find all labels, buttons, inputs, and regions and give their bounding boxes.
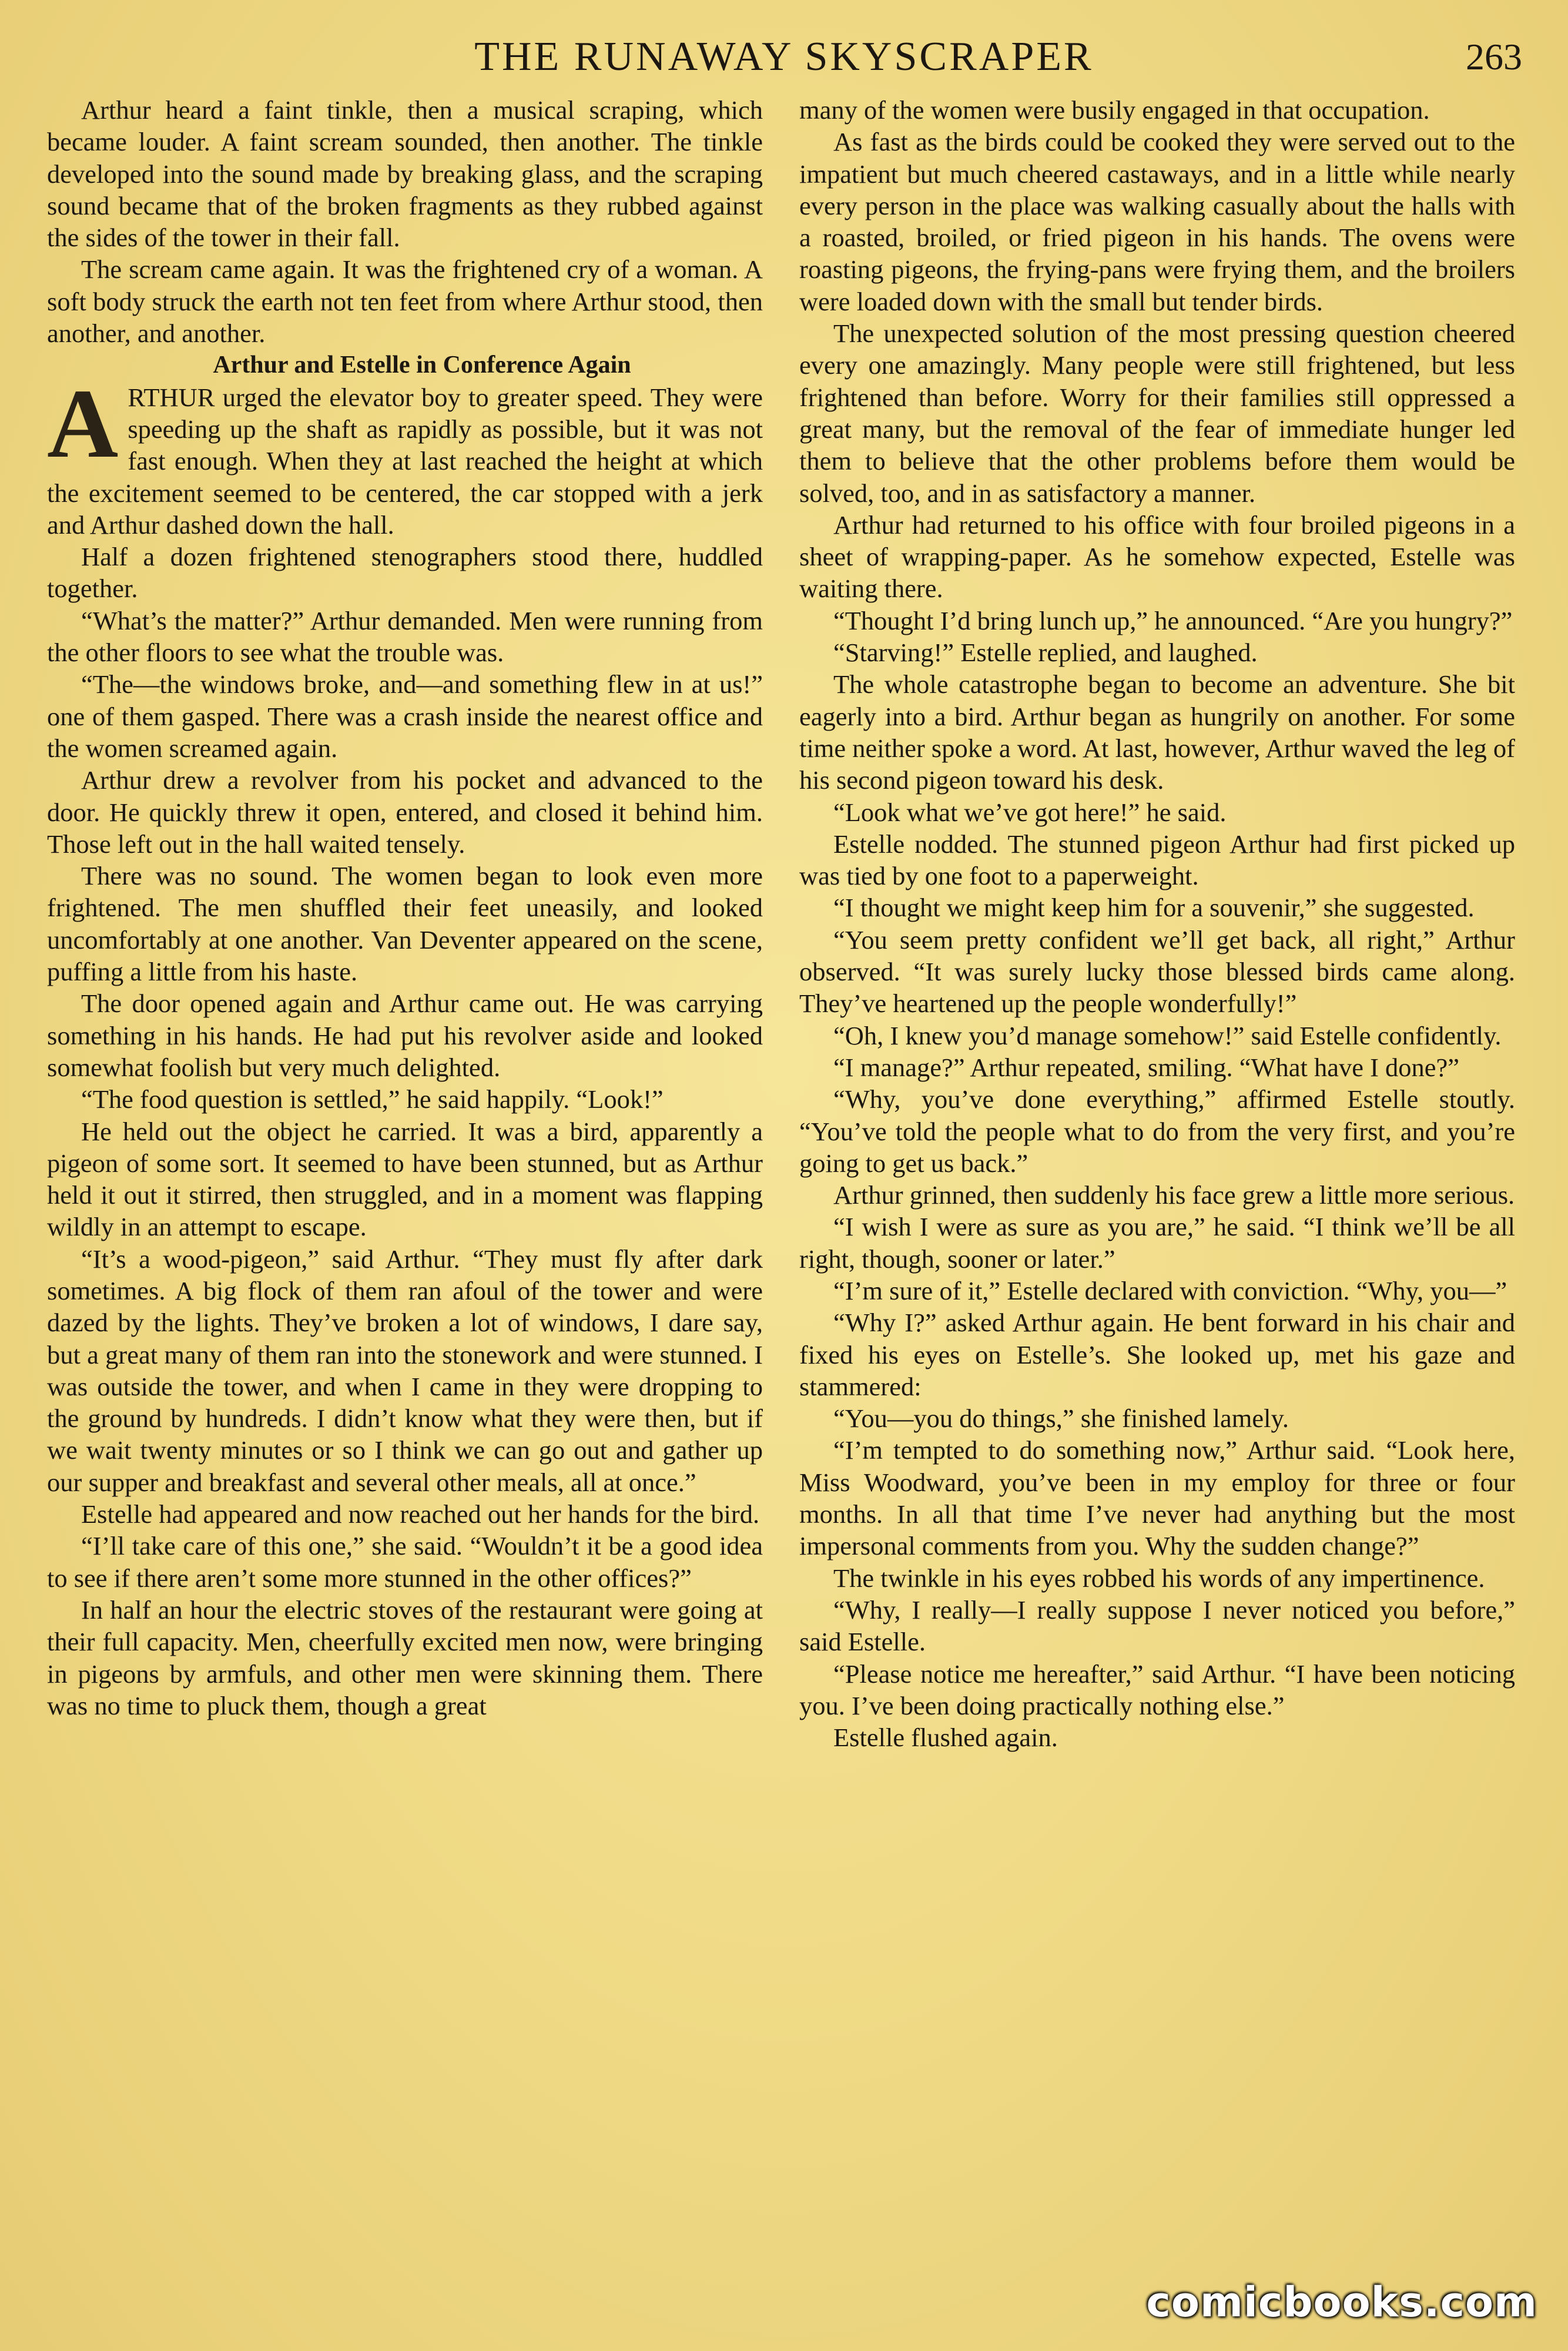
right-paragraphs bbox=[799, 126, 1515, 1753]
page-header bbox=[46, 31, 1522, 83]
paragraph: “Look what we’ve got here!” he said. bbox=[833, 797, 1227, 827]
paragraph: “You seem pretty confident we’ll get back, all right,” Arthur observed. “It was surely lucky those blessed birds came along. They’ve heartened up the people wonderfully!” bbox=[799, 925, 1515, 1019]
page-number: 263 bbox=[1466, 36, 1522, 78]
paragraph: “I’m sure of it,” Estelle declared with conviction. “Why, you—” bbox=[833, 1275, 1507, 1305]
paragraph: “Please notice me hereafter,” said Arthur. “I have been noticing you. I’ve been doing practically nothing else.” bbox=[799, 1659, 1515, 1720]
paragraph: As fast as the birds could be cooked they were served out to the impatient but much cheered castaways, and in a little while nearly every person in the place was walking casually about the halls with a roasted, broiled, or fried pigeon in his hands. The ovens were roasting pigeons, the frying-pans were frying them, and the broilers were loaded down with the small but tender birds. bbox=[799, 127, 1515, 316]
paragraph: The door opened again and Arthur came out. He was carrying something in his hands. He had put his revolver aside and looked somewhat foolish but very much delighted. bbox=[47, 989, 763, 1082]
paragraph: The unexpected solution of the most pressing question cheered every one amazingly. Many people were still frightened, but less frightened than before. Worry for their families still oppressed a great many, but the removal of the fear of immediate hunger led them to believe that the other problems before them would be solved, too, and in as satisfactory a manner. bbox=[799, 319, 1515, 508]
paragraph: In half an hour the electric stoves of the restaurant were going at their full capacity. Men, cheerfully excited men now, were bringing in pigeons by armfuls, and other men were skinning them. There was no time to pluck them, though a great bbox=[47, 1595, 763, 1720]
left-paragraphs-before-heading bbox=[47, 94, 763, 349]
continuation-paragraph: many of the women were busily engaged in that occupation. bbox=[799, 95, 1430, 125]
paragraph: The twinkle in his eyes robbed his words of any impertinence. bbox=[833, 1563, 1485, 1593]
paragraph: “It’s a wood-pigeon,” said Arthur. “They must fly after dark sometimes. A big flock of them ran afoul of the tower and were dazed by the lights. They’ve broken a lot of windows, I dare say, but a great many of them ran into the stonework and were stunned. I was outside the tower, and when I came in they were dropping to the ground by hundreds. I didn’t know what they were then, but if we wait twenty minutes or so I think we can go out and gather up our supper and breakfast and several other meals, all at once.” bbox=[47, 1244, 763, 1497]
paragraph: “I’ll take care of this one,” she said. “Wouldn’t it be a good idea to see if there aren’t some more stunned in the other offices?” bbox=[47, 1531, 763, 1593]
running-title: THE RUNAWAY SKYSCRAPER bbox=[474, 34, 1094, 79]
paragraph: Arthur grinned, then suddenly his face grew a little more serious. bbox=[833, 1180, 1515, 1210]
watermark-logo: comicbooks.com bbox=[1146, 2278, 1537, 2326]
paragraph: Arthur drew a revolver from his pocket and advanced to the door. He quickly threw it open, entered, and closed it behind him. Those left out in the hall waited tensely. bbox=[47, 765, 763, 859]
section-heading: Arthur and Estelle in Conference Again bbox=[213, 351, 631, 379]
paragraph: “I’m tempted to do something now,” Arthur said. “Look here, Miss Woodward, you’ve been in my employ for three or four months. In all that time I’ve never had anything but the most impersonal comments from you. Why the sudden change?” bbox=[799, 1435, 1515, 1561]
paragraph: “You—you do things,” she finished lamely. bbox=[833, 1404, 1289, 1434]
paragraph: The whole catastrophe began to become an adventure. She bit eagerly into a bird. Arthur began as hungrily on another. For some time neither spoke a word. At last, however, Arthur waved the leg of his second pigeon toward his desk. bbox=[799, 669, 1515, 795]
paragraph: “I wish I were as sure as you are,” he said. “I think we’ll be all right, though, sooner or later.” bbox=[799, 1212, 1515, 1274]
dropcap-paragraph bbox=[47, 369, 763, 541]
paragraph: Arthur had returned to his office with four broiled pigeons in a sheet of wrapping-paper. As he somehow expected, Estelle was waiting there. bbox=[799, 510, 1515, 604]
paragraph: “Why I?” asked Arthur again. He bent forward in his chair and fixed his eyes on Estelle’s. She looked up, met his gaze and stammered: bbox=[799, 1308, 1515, 1401]
paragraph: “Why, you’ve done everything,” affirmed Estelle stoutly. “You’ve told the people what to do from the very first, and you’re going to get us back.” bbox=[799, 1084, 1515, 1178]
dropcap-paragraph-text: RTHUR urged the elevator boy to greater speed. They were speeding up the shaft as rapidly as possible, but it was not fast enough. When they at last reached the height at which the excitement seemed to be centered, the car stopped with a jerk and Arthur dashed down the hall. bbox=[47, 382, 763, 540]
paragraph: “What’s the matter?” Arthur demanded. Men were running from the other floors to see what the trouble was. bbox=[47, 605, 763, 668]
paragraph: “The—the windows broke, and—and something flew in at us!” one of them gasped. There was a crash inside the nearest office and the women screamed again. bbox=[47, 669, 763, 763]
paragraph: Estelle nodded. The stunned pigeon Arthur had first picked up was tied by one foot to a paperweight. bbox=[799, 829, 1515, 891]
left-paragraphs-after-dropcap bbox=[47, 541, 763, 1722]
right-column bbox=[799, 94, 1515, 1753]
paragraph: Half a dozen frightened stenographers stood there, huddled together. bbox=[47, 542, 763, 604]
paragraph: The scream came again. It was the frightened cry of a woman. A soft body struck the earth not ten feet from where Arthur stood, then another, and another. bbox=[47, 254, 763, 349]
paragraph: “Oh, I knew you’d manage somehow!” said Estelle confidently. bbox=[833, 1020, 1502, 1050]
paragraph: Estelle flushed again. bbox=[833, 1723, 1058, 1753]
paragraph: He held out the object he carried. It was a bird, apparently a pigeon of some sort. It seemed to have been stunned, but as Arthur held it out it stirred, then struggled, and in a moment was flapping wildly in an attempt to escape. bbox=[47, 1116, 763, 1242]
paragraph: “The food question is settled,” he said happily. “Look!” bbox=[81, 1084, 664, 1114]
dropcap-letter: A bbox=[47, 369, 119, 478]
paragraph: “Starving!” Estelle replied, and laughed. bbox=[833, 638, 1258, 668]
paragraph: “I manage?” Arthur repeated, smiling. “What have I done?” bbox=[833, 1052, 1460, 1082]
paragraph: Arthur heard a faint tinkle, then a musical scraping, which became louder. A faint scream sounded, then another. The tinkle developed into the sound made by breaking glass, and the scraping sound became that of the broken fragments as they rubbed against the sides of the tower in their fall. bbox=[47, 95, 763, 253]
paragraph: “I thought we might keep him for a souvenir,” she suggested. bbox=[833, 893, 1475, 923]
left-column bbox=[47, 94, 763, 1722]
paragraph: “Thought I’d bring lunch up,” he announced. “Are you hungry?” bbox=[833, 605, 1513, 635]
paragraph: There was no sound. The women began to look even more frightened. The men shuffled their feet uneasily, and looked uncomfortably at one another. Van Deventer appeared on the scene, puffing a little from his haste. bbox=[47, 861, 763, 987]
paragraph: “Why, I really—I really suppose I never noticed you before,” said Estelle. bbox=[799, 1595, 1515, 1657]
paragraph: Estelle had appeared and now reached out her hands for the bird. bbox=[81, 1499, 760, 1529]
